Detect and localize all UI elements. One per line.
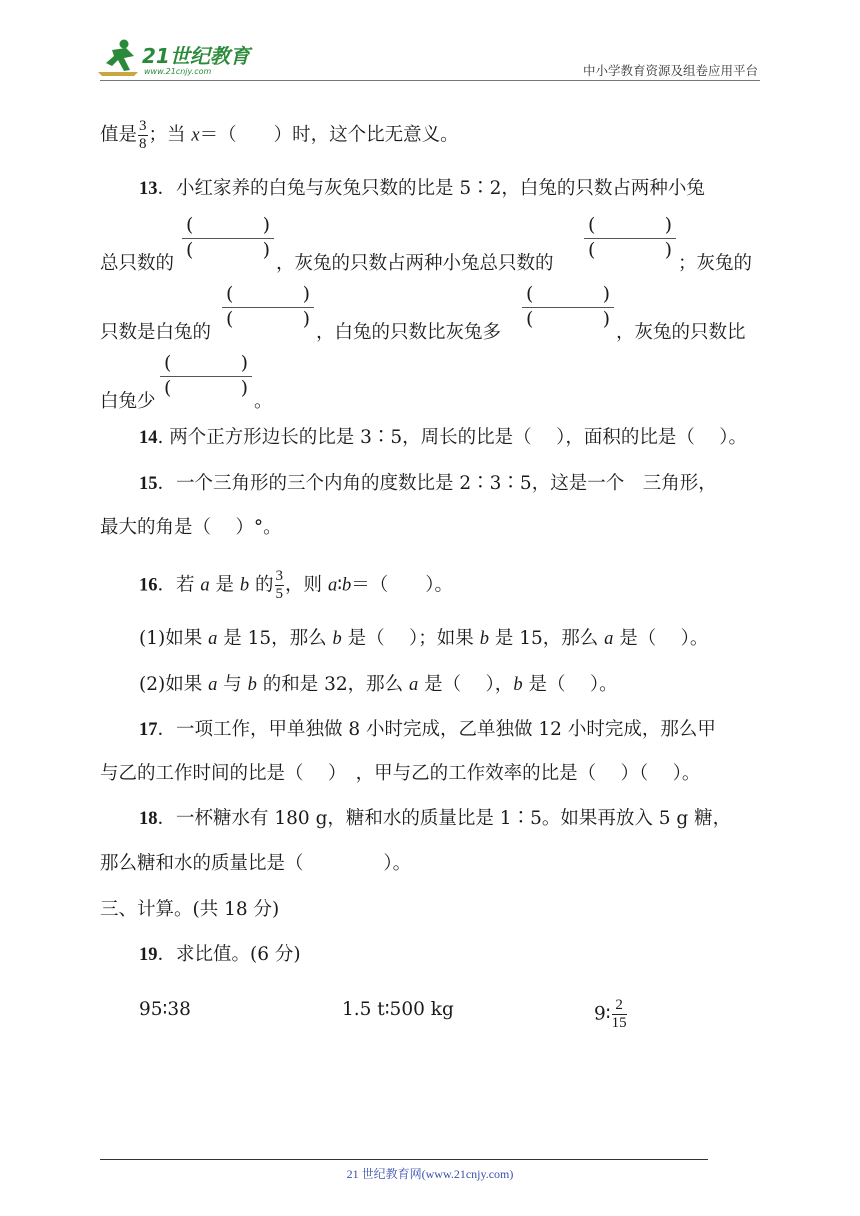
q13-line2: 总只数的 <box>100 253 175 274</box>
q12-tail: 值是 $\frac{3}{8}$ ；当 x＝（ ）时，这个比无意义。 <box>100 118 459 152</box>
question-number: 13 <box>139 179 158 199</box>
q19-item-1: 95∶38 <box>139 999 191 1020</box>
q13-line1: 13．小红家养的白兔与灰兔只数的比是 5∶2，白兔的只数占两种小兔 <box>139 178 705 199</box>
blank-fraction-4[interactable]: ( ) ( ) <box>522 283 614 333</box>
question-number: 16 <box>139 575 158 596</box>
q13-line2-mid: ，灰兔的只数占两种小兔总只数的 <box>276 253 554 274</box>
q13-line3-mid: ，白兔的只数比灰兔多 <box>316 322 502 343</box>
logo-title: 21世纪教育 <box>142 44 250 68</box>
q16-sub2: (2)如果 a 与 b 的和是 32，那么 a 是（ ），b 是（ ）。 <box>139 674 618 695</box>
question-number: 14 <box>139 428 158 448</box>
q15-line1: 15．一个三角形的三个内角的度数比是 2∶3∶5，这是一个 三角形， <box>139 473 717 494</box>
q19: 19．求比值。(6 分) <box>139 944 301 965</box>
q16: 16．若 a 是 b 的 $\frac{3}{5}$ ，则 a∶b＝（ ）。 <box>139 568 454 602</box>
question-number: 19 <box>139 945 158 965</box>
question-number: 18 <box>139 809 158 829</box>
header-divider <box>100 80 760 81</box>
site-logo <box>94 36 264 80</box>
q17-line1: 17．一项工作，甲单独做 8 小时完成，乙单独做 12 小时完成，那么甲 <box>139 719 716 740</box>
question-number: 15 <box>139 474 158 494</box>
blank-fraction-2[interactable]: ( ) ( ) <box>584 214 676 264</box>
section-title: 三、计算。(共 18 分) <box>100 899 280 920</box>
q13-line3: 只数是白兔的 <box>100 322 212 343</box>
footer-text[interactable]: 21 世纪教育网(www.21cnjy.com) <box>346 1167 514 1181</box>
question-number: 17 <box>139 720 158 740</box>
q14: 14. 两个正方形边长的比是 3∶5，周长的比是（ ），面积的比是（ ）。 <box>139 427 747 448</box>
blank-fraction-1[interactable]: ( ) ( ) <box>182 214 274 264</box>
footer-divider <box>100 1159 708 1160</box>
q13-line4-end: 。 <box>254 391 273 412</box>
q13-line2-end: ；灰兔的 <box>678 253 753 274</box>
runner-logo-icon <box>94 36 264 80</box>
blank-fraction-3[interactable]: ( ) ( ) <box>222 283 314 333</box>
q16-sub1: (1)如果 a 是 15，那么 b 是（ ）；如果 b 是 15，那么 a 是（ ）。 <box>139 628 709 649</box>
q18-line1: 18．一杯糖水有 180 g，糖和水的质量比是 1∶5。如果再放入 5 g 糖， <box>139 808 732 829</box>
fraction-2-15: $\frac{2}{15}$ <box>611 997 627 1031</box>
blank-fraction-5[interactable]: ( ) ( ) <box>160 352 252 402</box>
q19-item-2: 1.5 t∶500 kg <box>342 999 454 1020</box>
fraction-3-8: $\frac{3}{8}$ <box>139 118 147 152</box>
fraction-3-5: $\frac{3}{5}$ <box>275 568 284 602</box>
header-platform-text: 中小学教育资源及组卷应用平台 <box>582 63 758 78</box>
q15-line2: 最大的角是（ ）°。 <box>100 517 282 538</box>
q13-line3-end: ，灰兔的只数比 <box>616 322 746 343</box>
q17-line2: 与乙的工作时间的比是（ ） ，甲与乙的工作效率的比是（ ）（ ）。 <box>100 763 701 784</box>
q19-item-3: 9∶ $\frac{2}{15}$ <box>594 997 627 1031</box>
q13-line4: 白兔少 <box>100 391 156 412</box>
logo-url: www.21cnjy.com <box>144 67 212 76</box>
q18-line2: 那么糖和水的质量比是（ ）。 <box>100 853 412 874</box>
